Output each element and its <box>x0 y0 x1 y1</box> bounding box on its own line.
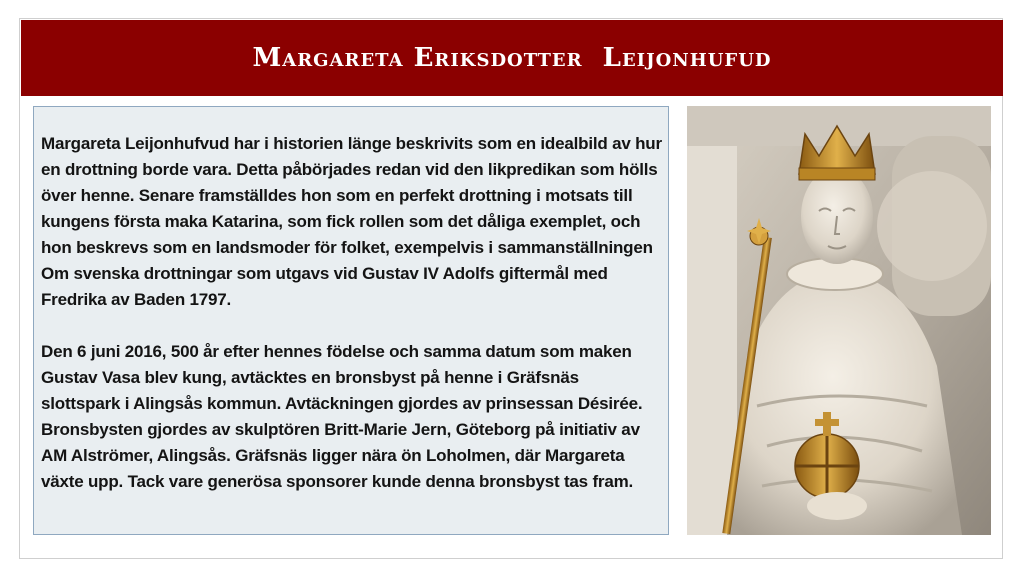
paragraph-2: Den 6 juni 2016, 500 år efter hennes födelse och samma datum som maken Gustav Vasa blev kung, avtäcktes en bronsbyst på henne i Gräfsnäs slottspark i Alingsås kommun. Avtäckningen gjordes av prinsessan Désirée. Bronsbysten gjordes av skulptören Britt-Marie Jern, Göteborg på initiativ av AM Alströmer, Alingsås. Gräfsnäs ligger nära ön Loholmen, där Margareta växte upp. Tack vare generösa sponsorer kunde denna bronsbyst tas fram. <box>41 342 643 491</box>
text-box <box>33 106 669 535</box>
title-bar <box>21 20 1003 96</box>
slide-title: Margareta Eriksdotter Leijonhufud <box>252 43 772 73</box>
paragraph-1: Margareta Leijonhufvud har i historien länge beskrivits som en idealbild av hur en drottning borde vara. Detta påbörjades redan vid den likpredikan som hölls över henne. Senare framställdes hon som en perfekt drottning i motsats till kungens första maka Katarina, som fick rollen som det dåliga exemplet, och hon beskrevs som en landsmoder för folket, exempelvis i sammanställningen Om svenska drottningar som utgavs vid Gustav IV Adolfs giftermål med Fredrika av Baden 1797. <box>41 134 662 309</box>
statue-photo <box>687 106 991 535</box>
marble-effigy-image <box>687 106 991 535</box>
